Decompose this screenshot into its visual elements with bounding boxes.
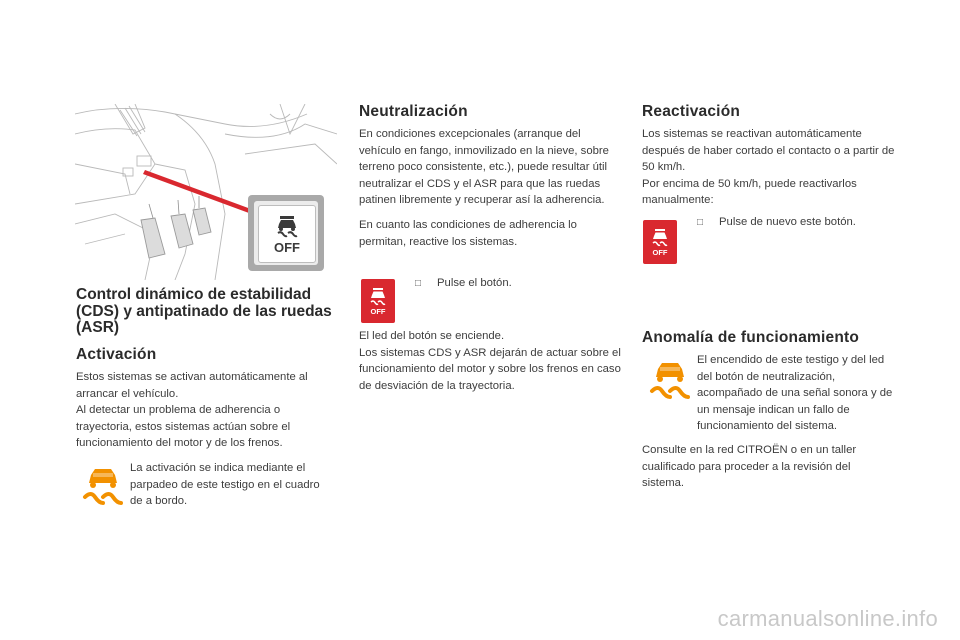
activation-indicator-text: La activación se indica mediante el parpadeo de este testigo en el cuadro de a bordo.	[130, 462, 320, 508]
page-title: Control dinámico de estabilidad (CDS) y antipatinado de las ruedas (ASR)	[76, 286, 332, 336]
malfunction-text: El encendido de este testigo y del led del botón de neutralización, acompañado de una señal sonora y de un mensaje indican un fallo de funcionamiento del sistema.	[697, 354, 893, 433]
off-label: OFF	[370, 306, 386, 316]
press-again-instruction	[697, 214, 856, 232]
cds-off-button-icon	[258, 205, 316, 263]
reactivation-paragraph-2: Por encima de 50 km/h, puede reactivarlos manualmente:	[642, 177, 857, 207]
malfunction-heading: Anomalía de funcionamiento	[642, 329, 860, 346]
off-button-badge	[361, 279, 395, 323]
neutralization-result-text	[359, 328, 621, 394]
press-button-instruction	[415, 275, 512, 293]
activation-heading: Activación	[76, 346, 157, 363]
neutralization-text	[359, 126, 619, 250]
neutralization-paragraph-1: En condiciones excepcionales (arranque del vehículo en fango, inmovilizado en la nieve, sobre terreno poco consistente, etc.), puede resultar útil neutralizar el CDS y el ASR para que las ruedas patinen libremente y recuperar así la adherencia.	[359, 128, 609, 207]
activation-paragraph-2: Al detectar un problema de adherencia o trayectoria, estos sistemas actúan sobre el funcionamiento del motor y de los frenos.	[76, 404, 291, 450]
watermark: carmanualsonline.info	[717, 606, 938, 631]
reactivation-paragraph-1: Los sistemas se reactivan automáticamente después de haber cortado el contacto o a partir de 50 km/h.	[642, 128, 895, 174]
led-on-text: El led del botón se enciende.	[359, 330, 505, 342]
skid-warning-icon	[79, 463, 127, 511]
activation-text	[76, 369, 338, 452]
off-label: OFF	[274, 240, 300, 255]
skid-off-car-icon	[650, 228, 670, 248]
activation-paragraph-1: Estos sistemas se activan automáticamente al arrancar el vehículo.	[76, 371, 308, 400]
neutralization-paragraph-2: En cuanto las condiciones de adherencia lo permitan, reactive los sistemas.	[359, 218, 577, 248]
skid-warning-icon	[646, 357, 694, 405]
press-again-text: Pulse de nuevo este botón.	[719, 216, 856, 228]
checkbox-bullet-icon: □	[415, 278, 422, 289]
skid-off-car-icon	[274, 214, 300, 240]
systems-off-text: Los sistemas CDS y ASR dejarán de actuar sobre el funcionamiento del motor y sobre los frenos en caso de desviación de la trayectoria.	[359, 346, 621, 392]
off-label: OFF	[652, 247, 668, 257]
press-button-text: Pulse el botón.	[437, 277, 512, 289]
checkbox-bullet-icon: □	[697, 217, 704, 228]
off-button-badge	[643, 220, 677, 264]
reactivation-text	[642, 126, 904, 209]
skid-off-car-icon	[368, 287, 388, 307]
consult-text: Consulte en la red CITROËN o en un taller cualificado para proceder a la revisión del sistema.	[642, 444, 857, 490]
neutralization-heading: Neutralización	[359, 103, 468, 120]
reactivation-heading: Reactivación	[642, 103, 741, 120]
cds-off-button-zoom	[248, 195, 324, 271]
